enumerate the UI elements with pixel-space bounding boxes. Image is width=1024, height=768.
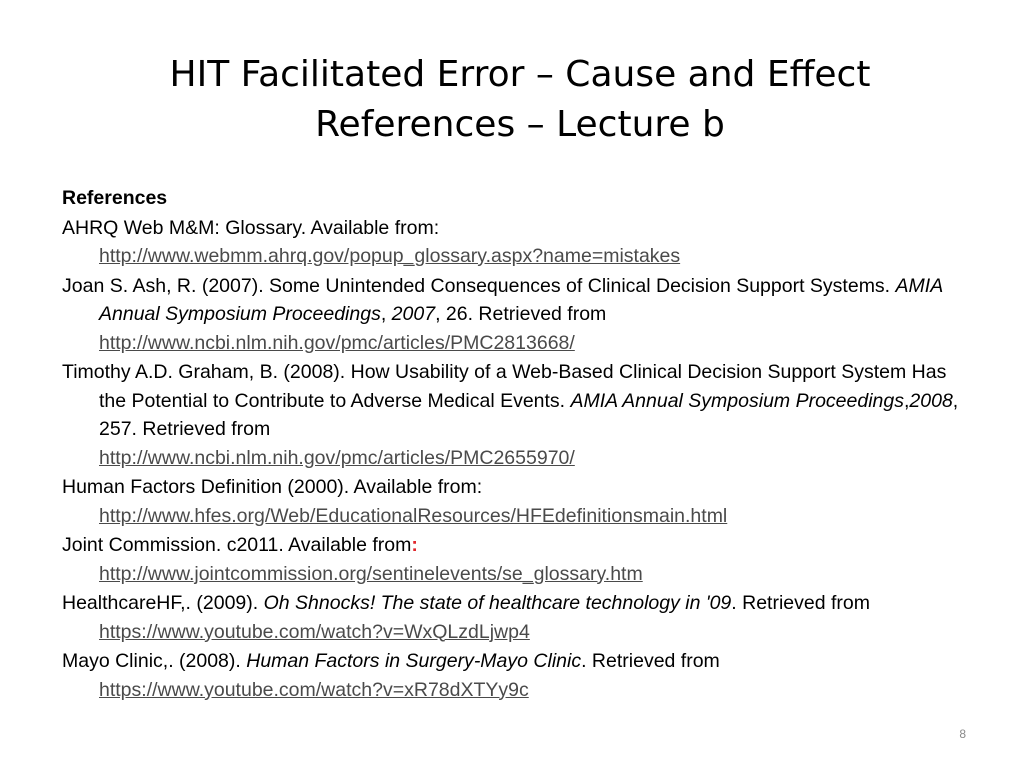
reference-colon: : [411, 534, 418, 556]
reference-item-healthcarehf [62, 589, 972, 646]
reference-item-graham [62, 358, 972, 472]
slide-title [60, 50, 980, 150]
reference-item-ash [62, 272, 972, 358]
reference-link-graham[interactable]: http://www.ncbi.nlm.nih.gov/pmc/articles/PMC2655970/ [99, 446, 575, 469]
references-body [62, 184, 972, 705]
reference-item-hfes [62, 473, 972, 530]
reference-text: , [380, 303, 392, 325]
reference-text: HealthcareHF,. (2009). [62, 592, 264, 614]
reference-link-ash[interactable]: http://www.ncbi.nlm.nih.gov/pmc/articles/PMC2813668/ [99, 331, 575, 354]
reference-text: . Retrieved from [581, 650, 720, 672]
reference-link-ahrq[interactable]: http://www.webmm.ahrq.gov/popup_glossary.aspx?name=mistakes [99, 245, 681, 267]
reference-volume: 2007 [391, 303, 436, 325]
reference-text: . Retrieved from [731, 592, 870, 614]
reference-item-ahrq [62, 214, 972, 271]
reference-link-healthcarehf[interactable]: https://www.youtube.com/watch?v=WxQLzdLjwp4 [99, 620, 530, 643]
reference-video-title: Oh Shnocks! The state of healthcare technology in '09 [263, 592, 732, 614]
reference-text: Joint Commission. c2011. Available from [62, 534, 412, 556]
reference-text: Mayo Clinic,. (2008). [62, 650, 247, 672]
reference-text: , [903, 389, 910, 412]
reference-journal: AMIA Annual Symposium Proceedings [570, 389, 904, 412]
reference-journal: AMIA Annual Symposium Proceedings [99, 274, 943, 325]
slide-title-line-1: HIT Facilitated Error – Cause and Effect [169, 54, 871, 95]
slide-title-line-2: References – Lecture b [315, 104, 725, 145]
reference-text: , 257. Retrieved from [99, 389, 959, 440]
references-heading: References [62, 187, 168, 209]
reference-volume: 2008 [909, 389, 953, 412]
reference-item-joint-commission [62, 531, 972, 588]
reference-video-title: Human Factors in Surgery-Mayo Clinic [246, 650, 582, 672]
reference-link-joint-commission[interactable]: http://www.jointcommission.org/sentinelevents/se_glossary.htm [99, 562, 643, 585]
page-number: 8 [959, 727, 966, 741]
reference-link-mayo-clinic[interactable]: https://www.youtube.com/watch?v=xR78dXTYy9c [99, 678, 529, 701]
reference-item-mayo-clinic [62, 647, 972, 704]
reference-text: Timothy A.D. Graham, B. (2008). How Usability of a Web-Based Clinical Decision Support System Has the Potential to Contribute to Adverse Medical Events. [62, 361, 947, 412]
reference-text: Human Factors Definition (2000). Available from: [62, 476, 483, 498]
reference-text: Joan S. Ash, R. (2007). Some Unintended Consequences of Clinical Decision Support Systems. [62, 274, 896, 297]
reference-text: AHRQ Web M&M: Glossary. Available from: [62, 216, 440, 239]
reference-link-hfes[interactable]: http://www.hfes.org/Web/EducationalResources/HFEdefinitionsmain.html [99, 504, 728, 527]
reference-text: , 26. Retrieved from [435, 303, 607, 325]
